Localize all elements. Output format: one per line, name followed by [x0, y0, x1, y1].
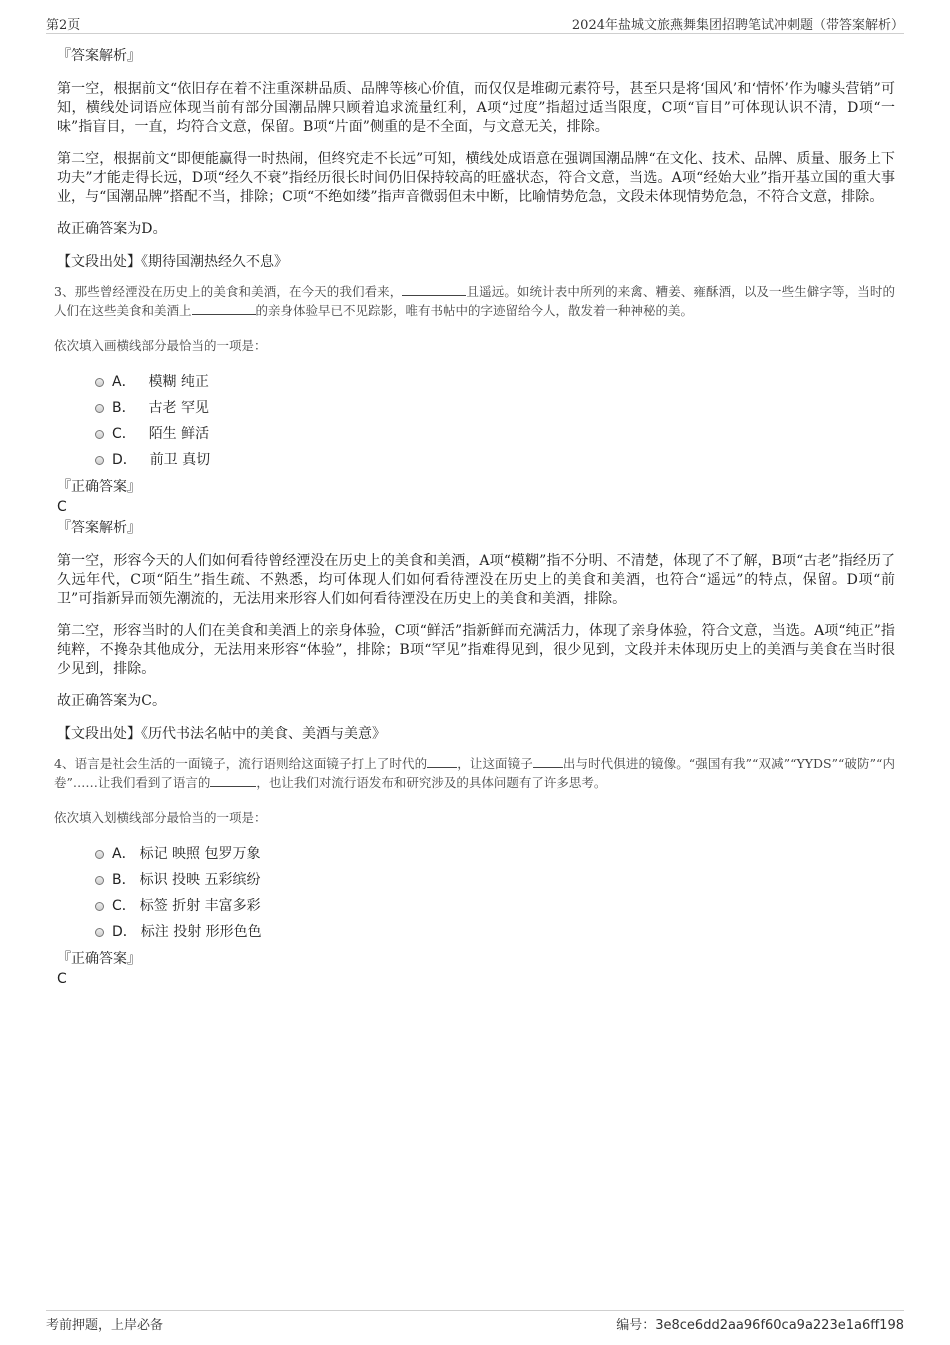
radio-icon[interactable] — [95, 902, 104, 911]
option-c[interactable]: C． 陌生 鲜活 — [95, 421, 895, 447]
radio-icon[interactable] — [95, 430, 104, 439]
footer-slogan: 考前押题，上岸必备 — [46, 1318, 164, 1333]
options-list — [95, 369, 895, 473]
analysis-label: 『答案解析』 — [57, 48, 141, 64]
option-b[interactable]: B． 标识 投映 五彩缤纷 — [95, 867, 895, 893]
radio-icon[interactable] — [95, 928, 104, 937]
document-title: 2024年盐城文旅燕舞集团招聘笔试冲刺题（带答案解析） — [571, 18, 904, 33]
radio-icon[interactable] — [95, 456, 104, 465]
page-number: 第2页 — [46, 18, 81, 33]
blank-1 — [427, 754, 457, 768]
option-d[interactable]: D． 前卫 真切 — [95, 447, 895, 473]
radio-icon[interactable] — [95, 850, 104, 859]
options-list — [95, 841, 895, 945]
document-code: 编号：3e8ce6dd2aa96f60ca9a223e1a6ff198 — [616, 1318, 904, 1333]
analysis-paragraph-2: 第二空，根据前文“即便能赢得一时热闹，但终究走不长远”可知，横线处成语意在强调国潮品牌“在文化、技术、品牌、质量、服务上下功夫”才能走得长远，D项“经久不衰”指经历很长时间仍旧保持较高的旺盛状态，符合文意，当选。A项“经始大业”指开基立国的重大事业，与“国潮品牌”搭配不当，排除；C项“不绝如缕”指声音微弱但未中断，比喻情势危急，文段未体现情势危急，不符合文意，排除。 — [57, 151, 895, 205]
radio-icon[interactable] — [95, 404, 104, 413]
blank-2 — [533, 754, 563, 768]
question-text: 4、语言是社会生活的一面镜子，流行语则给这面镜子打上了时代的 — [54, 756, 428, 771]
radio-icon[interactable] — [95, 378, 104, 387]
page-footer — [46, 1310, 904, 1334]
option-a[interactable]: A． 标记 映照 包罗万象 — [95, 841, 895, 867]
question-text: ，让这面镜子 — [457, 756, 533, 771]
question-4 — [54, 754, 895, 792]
question-text: 的亲身体验早已不见踪影，唯有书帖中的字迹留给今人，散发着一种神秘的美。 — [255, 303, 694, 318]
analysis-conclusion: 故正确答案为D。 — [57, 221, 167, 237]
radio-icon[interactable] — [95, 876, 104, 885]
blank-1 — [402, 282, 466, 296]
correct-answer-value: C — [57, 499, 67, 515]
question-instruction: 依次填入划横线部分最恰当的一项是： — [54, 810, 267, 825]
correct-answer-value: C — [57, 971, 67, 987]
question-text: 且遥远。如统计表中所列的来禽、糟姜、雍酥酒，以及一些生僻字等，当时的人们在这些美食和美酒上 — [54, 284, 895, 318]
passage-source: 【文段出处】《历代书法名帖中的美食、美酒与美意》 — [57, 726, 386, 742]
option-a[interactable]: A． 模糊 纯正 — [95, 369, 895, 395]
option-d[interactable]: D． 标注 投射 形形色色 — [95, 919, 895, 945]
correct-answer-label: 『正确答案』 — [57, 479, 141, 495]
blank-3 — [210, 773, 256, 787]
question-3 — [54, 282, 895, 320]
analysis-label: 『答案解析』 — [57, 520, 141, 536]
analysis-conclusion: 故正确答案为C。 — [57, 693, 167, 709]
correct-answer-label: 『正确答案』 — [57, 951, 141, 967]
analysis-paragraph-1: 第一空，根据前文“依旧存在着不注重深耕品质、品牌等核心价值，而仅仅是堆砌元素符号，甚至只是将‘国风’和‘情怀’作为噱头营销”可知，横线处词语应体现当前有部分国潮品牌只顾着追求流量红利，A项“过度”指超过适当限度，C项“盲目”可体现认识不清，D项“一味”指盲目，一直，均符合文意，保留。B项“片面”侧重的是不全面，与文意无关，排除。 — [57, 81, 895, 135]
question-instruction: 依次填入画横线部分最恰当的一项是： — [54, 338, 267, 353]
passage-source: 【文段出处】《期待国潮热经久不息》 — [57, 254, 288, 270]
question-text: 出与时代俱进的镜像。“强国有我”“双减”“YYDS”“破防”“内卷”……让我们看到了语言的 — [54, 756, 895, 790]
question-text: ，也让我们对流行语发布和研究涉及的具体问题有了许多思考。 — [256, 775, 607, 790]
option-c[interactable]: C． 标签 折射 丰富多彩 — [95, 893, 895, 919]
option-b[interactable]: B． 古老 罕见 — [95, 395, 895, 421]
analysis-paragraph-2: 第二空，形容当时的人们在美食和美酒上的亲身体验，C项“鲜活”指新鲜而充满活力，体现了亲身体验，符合文意，当选。A项“纯正”指纯粹，不搀杂其他成分，无法用来形容“体验”，排除；B项“罕见”指难得见到，很少见到，文段并未体现历史上的美酒与美食在当时很少见到，排除。 — [57, 623, 895, 677]
page-content — [54, 46, 895, 988]
page-header — [46, 14, 904, 34]
analysis-paragraph-1: 第一空，形容今天的人们如何看待曾经湮没在历史上的美食和美酒，A项“模糊”指不分明、不清楚，体现了不了解，B项“古老”指经历了久远年代，C项“陌生”指生疏、不熟悉，均可体现人们如何看待湮没在历史上的美食和美酒，也符合“遥远”的特点，保留。D项“前卫”可指新异而领先潮流的，无法用来形容人们如何看待湮没在历史上的美食和美酒，排除。 — [57, 553, 895, 607]
question-text: 3、那些曾经湮没在历史上的美食和美酒，在今天的我们看来， — [54, 284, 403, 299]
blank-2 — [192, 301, 256, 315]
